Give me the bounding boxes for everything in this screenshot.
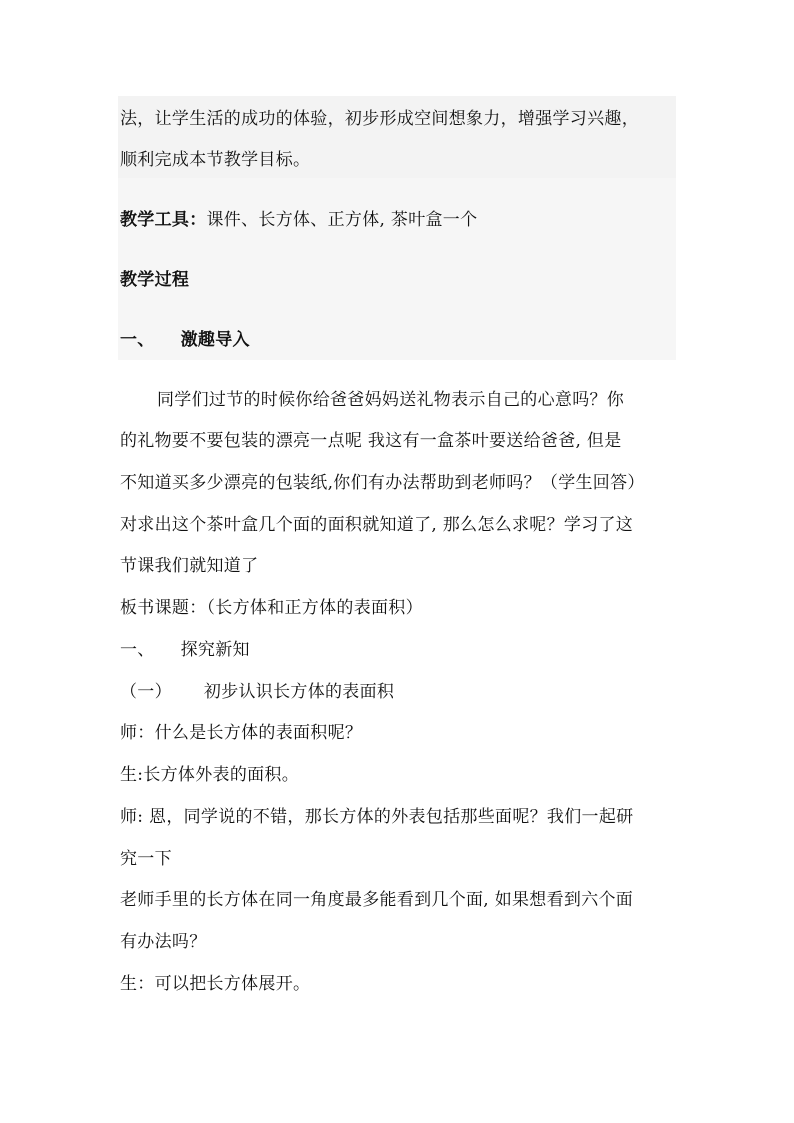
tools-text: 课件、长方体、正方体, 茶叶盒一个 xyxy=(206,210,478,230)
subsection-1-number: （一） xyxy=(120,682,172,702)
intro-line-1: 法，让学生活的成功的体验，初步形成空间想象力，增强学习兴趣， xyxy=(120,109,639,129)
section-1-title: 激趣导入 xyxy=(180,330,250,350)
subsection-1-heading xyxy=(120,680,394,704)
para-1-line-3: 不知道买多少漂亮的包装纸,你们有办法帮助到老师吗？（学生回答） xyxy=(120,473,645,493)
teaching-tools xyxy=(120,208,477,232)
dialog-2: 生:长方体外表的面积。 xyxy=(120,765,300,785)
section-2-heading xyxy=(120,638,250,662)
dialog-1: 师：什么是长方体的表面积呢？ xyxy=(120,723,363,743)
para-1-line-5: 节课我们就知道了 xyxy=(120,556,259,576)
tools-label: 教学工具： xyxy=(120,210,207,230)
dialog-4-line-2: 有办法吗？ xyxy=(120,932,207,952)
intro-line-2: 顺利完成本节教学目标。 xyxy=(120,150,311,170)
section-1-number: 一、 xyxy=(120,330,155,350)
process-heading: 教学过程 xyxy=(120,270,190,290)
board-title: 板书课题：（长方体和正方体的表面积） xyxy=(120,598,423,618)
dialog-4-line-1: 老师手里的长方体在同一角度最多能看到几个面, 如果想看到六个面 xyxy=(120,890,634,910)
para-1-line-4: 对求出这个茶叶盒几个面的面积就知道了, 那么怎么求呢？学习了这 xyxy=(120,515,634,535)
dialog-3-line-2: 究一下 xyxy=(120,849,172,869)
dialog-3-line-1: 师: 恩，同学说的不错，那长方体的外表包括那些面呢？我们一起研 xyxy=(120,807,634,827)
section-1-heading xyxy=(120,328,250,352)
para-1-line-2: 的礼物要不要包装的漂亮一点呢 我这有一盒茶叶要送给爸爸, 但是 xyxy=(120,431,622,451)
dialog-5: 生：可以把长方体展开。 xyxy=(120,974,311,994)
para-1-line-1: 同学们过节的时候你给爸爸妈妈送礼物表示自己的心意吗？你 xyxy=(157,390,625,410)
section-2-title: 探究新知 xyxy=(180,640,250,660)
section-2-number: 一、 xyxy=(120,640,155,660)
subsection-1-title: 初步认识长方体的表面积 xyxy=(203,682,395,702)
